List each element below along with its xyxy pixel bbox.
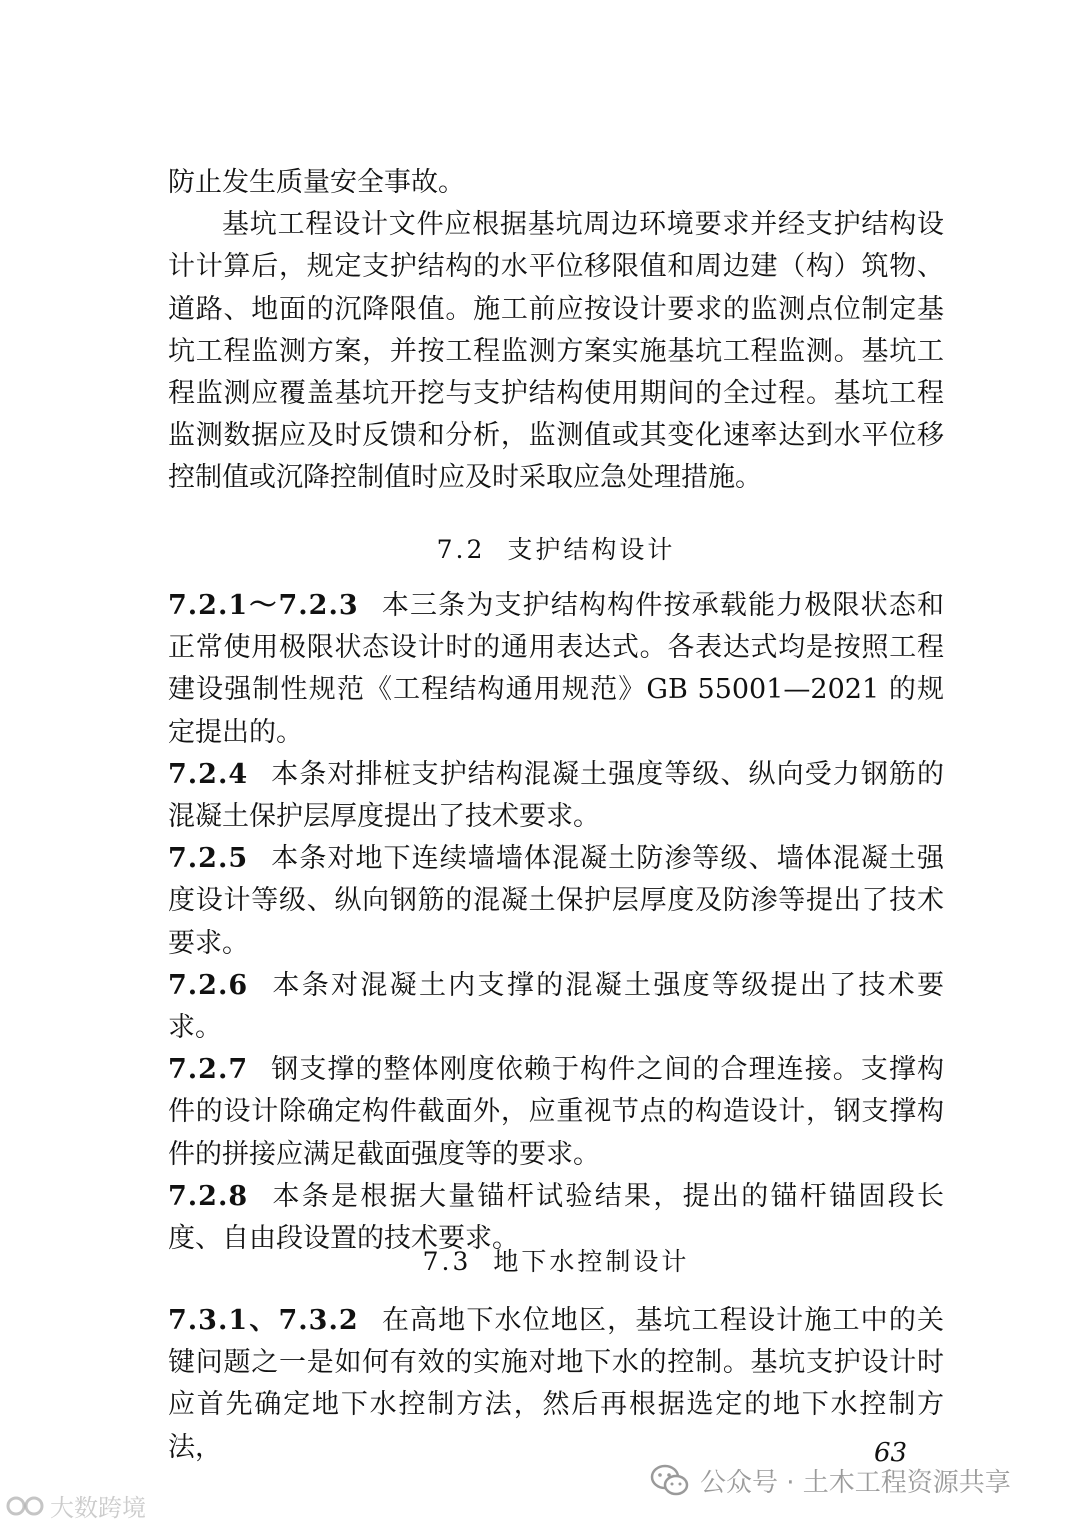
intro-paragraph-1: 防止发生质量安全事故。	[168, 167, 465, 198]
clause-7-2-1-3	[168, 585, 944, 754]
watermark-left-text: 大数跨境	[50, 1494, 146, 1522]
intro-paragraph-2: 基坑工程设计文件应根据基坑周边环境要求并经支护结构设计计算后，规定支护结构的水平位移限值和周边建（构）筑物、道路、地面的沉降限值。施工前应按设计要求的监测点位制定基坑工程监测方案，并按工程监测方案实施基坑工程监测。基坑工程监测应覆盖基坑开挖与支护结构使用期间的全过程。基坑工程监测数据应及时反馈和分析，监测值或其变化速率达到水平位移控制值或沉降控制值时应及时采取应急处理措施。	[168, 209, 944, 494]
page-number: 63	[874, 1438, 908, 1468]
section-number: 7.2	[436, 535, 486, 564]
clause-number: 7.2.8	[168, 1180, 249, 1212]
watermark-right-text: 公众号 · 土木工程资源共享	[700, 1468, 1011, 1498]
clause-number: 7.2.4	[168, 758, 249, 790]
clause-7-2-6	[168, 965, 944, 1049]
clauses-7-2	[168, 585, 944, 1260]
section-title: 支护结构设计	[507, 535, 676, 564]
dashu-logo-icon	[6, 1492, 46, 1520]
clause-number: 7.2.5	[168, 843, 249, 875]
intro-block	[168, 162, 944, 500]
section-heading-7-2	[168, 530, 944, 566]
clause-number: 7.2.7	[168, 1054, 249, 1086]
clause-text: 钢支撑的整体刚度依赖于构件之间的合理连接。支撑构件的设计除确定构件截面外，应重视节点的构造设计，钢支撑构件的拼接应满足截面强度等的要求。	[168, 1054, 944, 1170]
section-heading-7-3	[168, 1242, 944, 1278]
clause-7-3-1-2	[168, 1300, 944, 1469]
clause-number: 7.2.6	[168, 969, 249, 1001]
wechat-icon	[650, 1463, 690, 1499]
clause-text: 本三条为支护结构构件按承载能力极限状态和正常使用极限状态设计时的通用表达式。各表达式均是按照工程建设强制性规范《工程结构通用规范》GB 55001—2021 的规定提出的。	[168, 590, 944, 748]
clause-number: 7.3.1、7.3.2	[168, 1305, 359, 1336]
watermark-right	[650, 1462, 1011, 1499]
clause-number: 7.2.1～7.2.3	[168, 590, 359, 621]
clause-7-2-7	[168, 1049, 944, 1176]
clause-7-2-5	[168, 838, 944, 965]
watermark-left	[6, 1488, 146, 1523]
section-number: 7.3	[422, 1247, 472, 1276]
clause-text: 本条对排桩支护结构混凝土强度等级、纵向受力钢筋的混凝土保护层厚度提出了技术要求。	[168, 758, 944, 833]
clause-7-2-4	[168, 754, 944, 838]
clause-text: 在高地下水位地区，基坑工程设计施工中的关键问题之一是如何有效的实施对地下水的控制。基坑支护设计时应首先确定地下水控制方法，然后再根据选定的地下水控制方法，	[168, 1305, 944, 1463]
clause-text: 本条是根据大量锚杆试验结果，提出的锚杆锚固段长度、自由段设置的技术要求。	[168, 1180, 944, 1255]
section-title: 地下水控制设计	[493, 1247, 690, 1276]
clauses-7-3	[168, 1300, 944, 1469]
clause-text: 本条对混凝土内支撑的混凝土强度等级提出了技术要求。	[168, 969, 944, 1044]
clause-text: 本条对地下连续墙墙体混凝土防渗等级、墙体混凝土强度设计等级、纵向钢筋的混凝土保护层厚度及防渗等提出了技术要求。	[168, 843, 944, 959]
